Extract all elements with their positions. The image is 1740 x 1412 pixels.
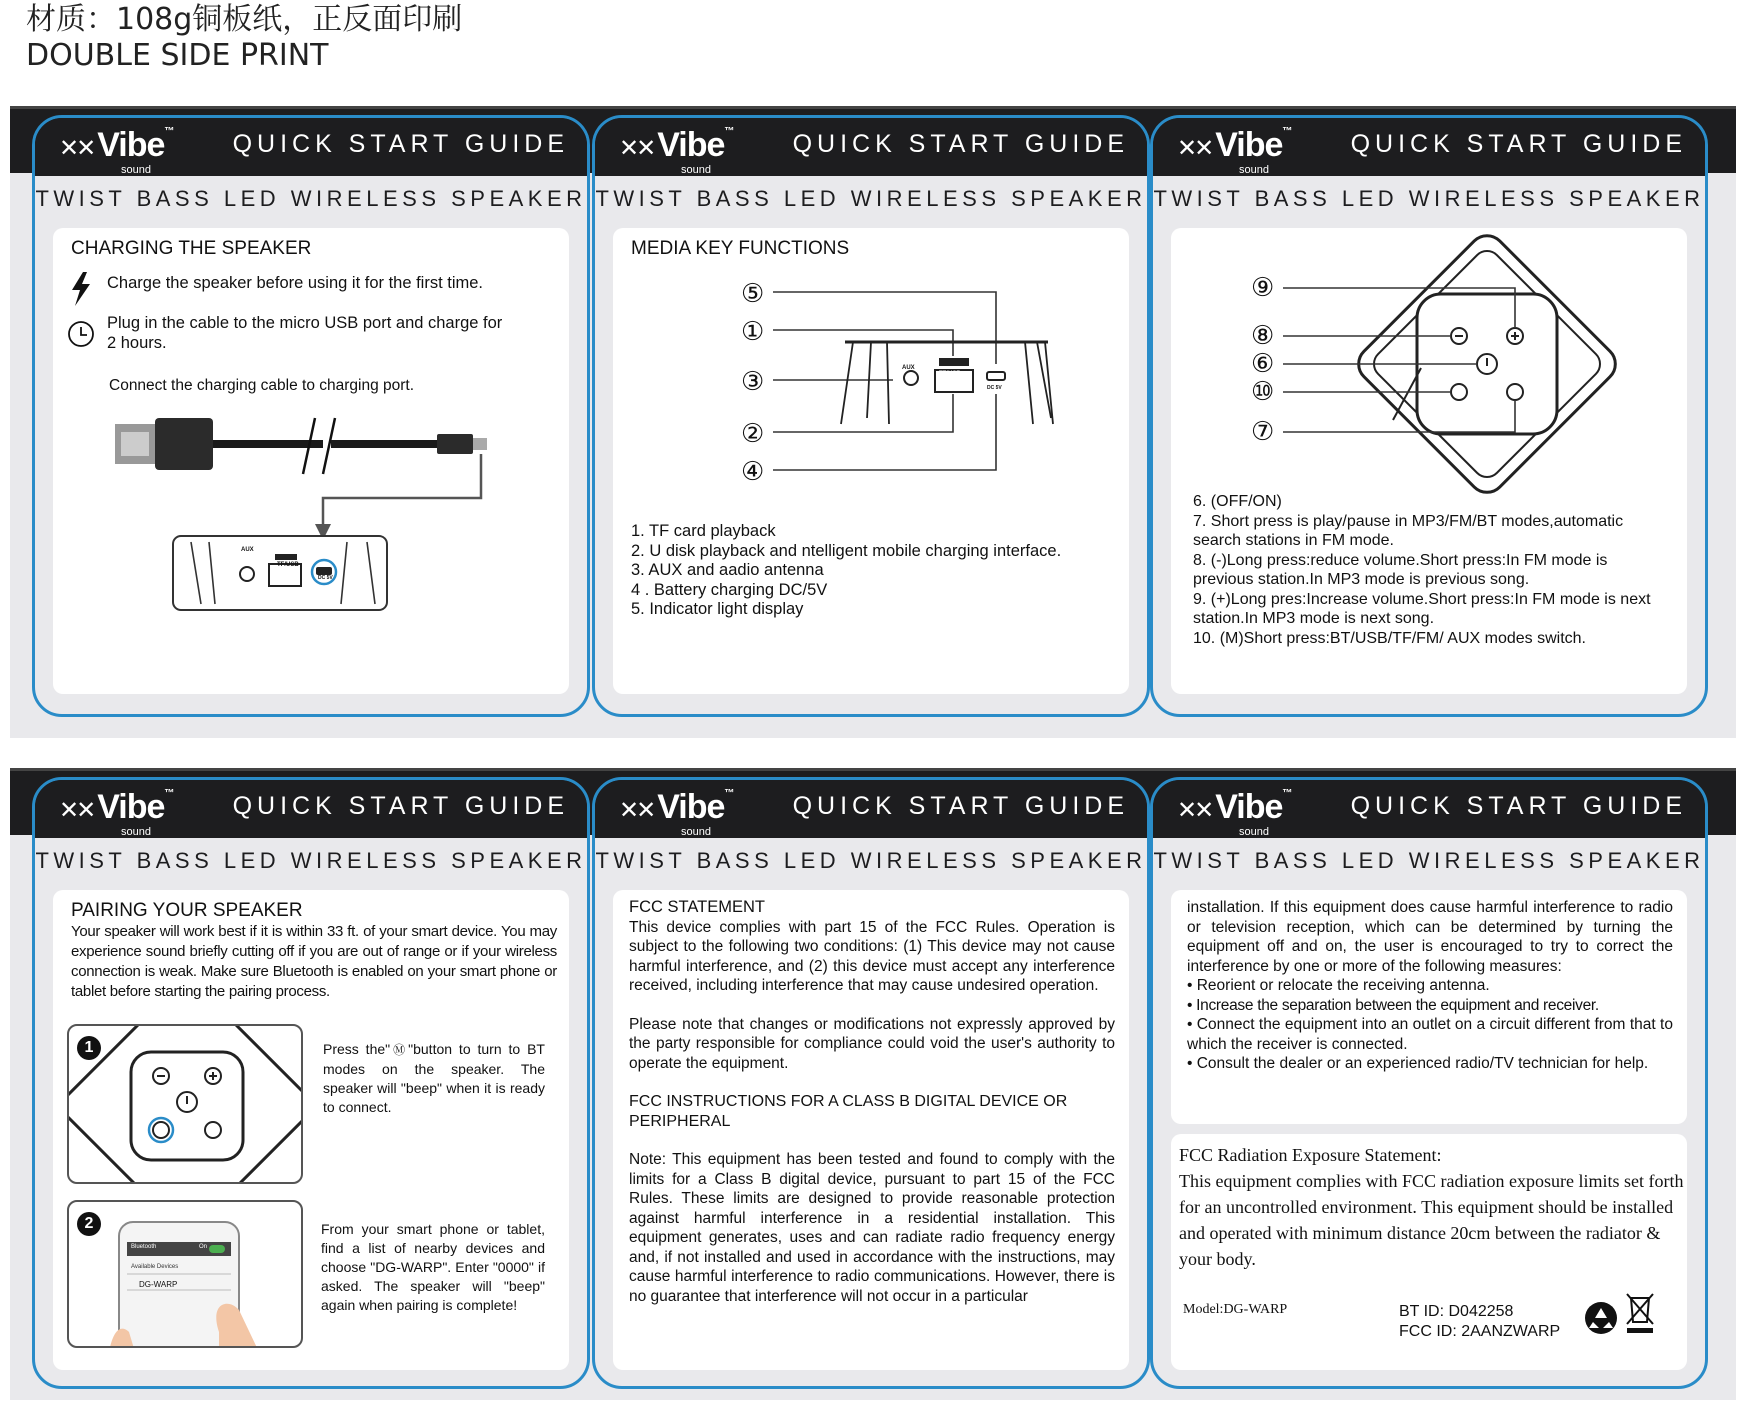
- pairing-step-2-image: [67, 1200, 303, 1348]
- radiation-card: [1171, 1134, 1687, 1370]
- keys-card: [1171, 228, 1687, 694]
- phone-available-label: Available Devices: [131, 1264, 179, 1270]
- quick-start-guide-title: QUICK START GUIDE: [792, 792, 1129, 820]
- panel-key-functions: [1150, 115, 1708, 717]
- key-item-10: 10. (M)Short press:BT/USB/TF/FM/ AUX modes switch.: [1193, 629, 1586, 647]
- bottom-sheet: [10, 768, 1736, 1400]
- pairing-step-2-text: From your smart phone or tablet, find a list of nearby devices and choose "DG-WARP". Enter "0000" if asked. The speaker will "beep" again when pairing is complete!: [321, 1221, 545, 1313]
- callout-7: ⑦: [1251, 417, 1275, 447]
- product-name: TWIST BASS LED WIRELESS SPEAKER: [35, 186, 587, 211]
- fcc-continued-text: [1187, 898, 1673, 1074]
- print-spec-double-side: DOUBLE SIDE PRINT: [26, 38, 329, 73]
- panel-pairing: [32, 777, 590, 1389]
- panel-media-keys: [592, 115, 1150, 717]
- panel-header: [595, 118, 1147, 176]
- fcc2-bullet-2: • Increase the separation between the equipment and receiver.: [1187, 996, 1599, 1014]
- fcc-continued-card: [1171, 890, 1687, 1124]
- vibe-logo: ✕✕ Vibe™ sound: [59, 126, 174, 176]
- callout-10: ⑩: [1251, 377, 1275, 407]
- lightning-icon: [69, 272, 93, 306]
- panel-fcc-statement: [592, 777, 1150, 1389]
- charging-note: Connect the charging cable to charging port.: [109, 377, 415, 394]
- charging-step-1: Charge the speaker before using it for the first time.: [107, 274, 484, 292]
- product-name: TWIST BASS LED WIRELESS SPEAKER: [1153, 186, 1705, 211]
- panel-header: [1153, 118, 1705, 176]
- fcc2-p1: installation. If this equipment does cause harmful interference to radio or television reception, which can be determined by turning the equipment off and on, the user is encouraged to try to correct the interference by one or more of the following measures:: [1187, 899, 1673, 975]
- fcc2-bullet-3: • Connect the equipment into an outlet on a circuit different from that to which the receiver is connected.: [1187, 1016, 1673, 1053]
- fcc-card: [613, 890, 1129, 1370]
- pairing-intro: Your speaker will work best if it is within 33 ft. of your smart device. You may experience sound briefly cutting off if you are out of range or if your wireless connection is weak. Make sure Bluetooth is enabled on your smart phone or tablet before starting the pairing process.: [71, 923, 557, 1000]
- vibe-logo: ✕✕ Vibe™ sound: [59, 788, 174, 838]
- fcc-text-block: [629, 898, 1115, 1306]
- vibe-logo: ✕✕ Vibe™ sound: [619, 788, 734, 838]
- fcc2-bullet-4: • Consult the dealer or an experienced radio/TV technician for help.: [1187, 1055, 1649, 1072]
- port-label-dc: DC 5V: [318, 575, 333, 581]
- charging-title: CHARGING THE SPEAKER: [71, 238, 312, 259]
- product-name: TWIST BASS LED WIRELESS SPEAKER: [595, 848, 1147, 873]
- vibe-logo: ✕✕ Vibe™ sound: [1177, 126, 1292, 176]
- media-item-2: 2. U disk playback and ntelligent mobile charging interface.: [631, 541, 1062, 560]
- port-label-dc: DC 5V: [987, 385, 1002, 391]
- port-label-aux: AUX: [902, 365, 915, 371]
- pairing-step-1-text: Press the"Ⓜ"button to turn to BT modes on the speaker. The speaker will "beep" when it is ready to connect.: [323, 1041, 545, 1115]
- ports-callout-diagram: [613, 268, 1083, 498]
- panel-header: [1153, 780, 1705, 838]
- callout-4: ④: [741, 457, 765, 487]
- quick-start-guide-title: QUICK START GUIDE: [232, 792, 569, 820]
- media-card: [613, 228, 1129, 694]
- radiation-title: FCC Radiation Exposure Statement:: [1179, 1145, 1442, 1165]
- recycle-icon: [1583, 1300, 1619, 1336]
- panel-fcc-continued: [1150, 777, 1708, 1389]
- print-spec-material: 材质：108g铜板纸，正反面印刷: [26, 2, 463, 37]
- vibe-logo: ✕✕ Vibe™ sound: [619, 126, 734, 176]
- fcc-title: FCC STATEMENT: [629, 898, 765, 916]
- step-2-badge: 2: [77, 1212, 101, 1236]
- quick-start-guide-title: QUICK START GUIDE: [792, 130, 1129, 158]
- model-number: Model:DG-WARP: [1183, 1302, 1288, 1317]
- fcc-id: FCC ID: 2AANZWARP: [1399, 1323, 1561, 1340]
- top-sheet: [10, 106, 1736, 738]
- port-label-tfusb: TF/USB: [277, 562, 299, 568]
- charging-step-2: Plug in the cable to the micro USB port and charge for 2 hours.: [107, 314, 503, 352]
- product-name: TWIST BASS LED WIRELESS SPEAKER: [1153, 848, 1705, 873]
- quick-start-guide-title: QUICK START GUIDE: [1350, 792, 1687, 820]
- fcc-p1: This device complies with part 15 of the FCC Rules. Operation is subject to the following two conditions: (1) This device may not cause harmful interference, and (2) this device must accept any interference received, including interference that may cause undesired operation.: [629, 918, 1115, 994]
- port-label-aux: AUX: [241, 547, 254, 553]
- callout-3: ③: [741, 367, 765, 397]
- media-function-list: [631, 522, 1071, 620]
- charging-card: [53, 228, 569, 694]
- pairing-card: [53, 890, 569, 1370]
- fcc-h2: FCC INSTRUCTIONS FOR A CLASS B DIGITAL DEVICE OR PERIPHERAL: [629, 1093, 1068, 1130]
- speaker-top-diagram: [1171, 238, 1641, 498]
- pairing-title: PAIRING YOUR SPEAKER: [71, 900, 303, 921]
- panel-header: [595, 780, 1147, 838]
- callout-6: ⑥: [1251, 349, 1275, 379]
- callout-1: ①: [741, 317, 765, 347]
- media-item-4: 4 . Battery charging DC/5V: [631, 580, 828, 599]
- callout-5: ⑤: [741, 279, 765, 309]
- fcc-p2: Please note that changes or modifications not expressly approved by the party responsible for compliance could void the user's authority to operate the equipment.: [629, 1015, 1115, 1072]
- mode-m-icon: Ⓜ: [390, 1043, 409, 1057]
- phone-bt-label: Bluetooth: [131, 1244, 157, 1250]
- speaker-ports-illustration: [171, 534, 401, 624]
- port-label-tfusb: TF/USB: [939, 371, 961, 377]
- media-title: MEDIA KEY FUNCTIONS: [631, 238, 850, 259]
- panel-charging: [32, 115, 590, 717]
- phone-on-label: On: [199, 1244, 208, 1250]
- fcc2-bullet-1: • Reorient or relocate the receiving antenna.: [1187, 977, 1490, 994]
- key-item-9: 9. (+)Long pres:Increase volume.Short press:In FM mode is next station.In MP3 mode is next song.: [1193, 590, 1651, 627]
- fcc-p3: Note: This equipment has been tested and found to comply with the limits for a Class B digital device, pursuant to part 15 of the FCC Rules. These limits are designed to provide reasonable protection against harmful interference in a residential installation. This equipment generates, uses and can radiate radio frequency energy and, if not installed and used in accordance with the instructions, may cause harmful interference to radio communications. However, there is no guarantee that interference will not occur in a particular: [629, 1151, 1115, 1305]
- key-item-6: 6. (OFF/ON): [1193, 493, 1282, 510]
- phone-device-name: DG-WARP: [139, 1280, 178, 1289]
- product-name: TWIST BASS LED WIRELESS SPEAKER: [595, 186, 1147, 211]
- key-item-8: 8. (-)Long press:reduce volume.Short press:In FM mode is previous station.In MP3 mode is previous song.: [1193, 551, 1608, 588]
- step-1-badge: 1: [77, 1036, 101, 1060]
- panel-header: [35, 780, 587, 838]
- callout-2: ②: [741, 419, 765, 449]
- radiation-body: This equipment complies with FCC radiation exposure limits set forth for an uncontrolled environment. This equipment should be installed and operated with minimum distance 20cm between the radiator & your body.: [1179, 1171, 1684, 1269]
- callout-9: ⑨: [1251, 273, 1275, 303]
- key-item-7: 7. Short press is play/pause in MP3/FM/BT modes,automatic search stations in FM mode.: [1193, 512, 1624, 549]
- media-item-3: 3. AUX and aadio antenna: [631, 561, 824, 579]
- product-name: TWIST BASS LED WIRELESS SPEAKER: [35, 848, 587, 873]
- bt-id: BT ID: D042258: [1399, 1303, 1514, 1320]
- weee-bin-icon: [1623, 1290, 1657, 1334]
- print-spec-header: [26, 2, 462, 74]
- quick-start-guide-title: QUICK START GUIDE: [1350, 130, 1687, 158]
- panel-header: [35, 118, 587, 176]
- pairing-step-1-image: [67, 1024, 303, 1184]
- callout-8: ⑧: [1251, 321, 1275, 351]
- quick-start-guide-title: QUICK START GUIDE: [232, 130, 569, 158]
- media-item-5: 5. Indicator light display: [631, 600, 804, 618]
- vibe-logo: ✕✕ Vibe™ sound: [1177, 788, 1292, 838]
- media-item-1: 1. TF card playback: [631, 522, 776, 540]
- clock-icon: [67, 320, 95, 348]
- key-function-list: [1193, 492, 1663, 648]
